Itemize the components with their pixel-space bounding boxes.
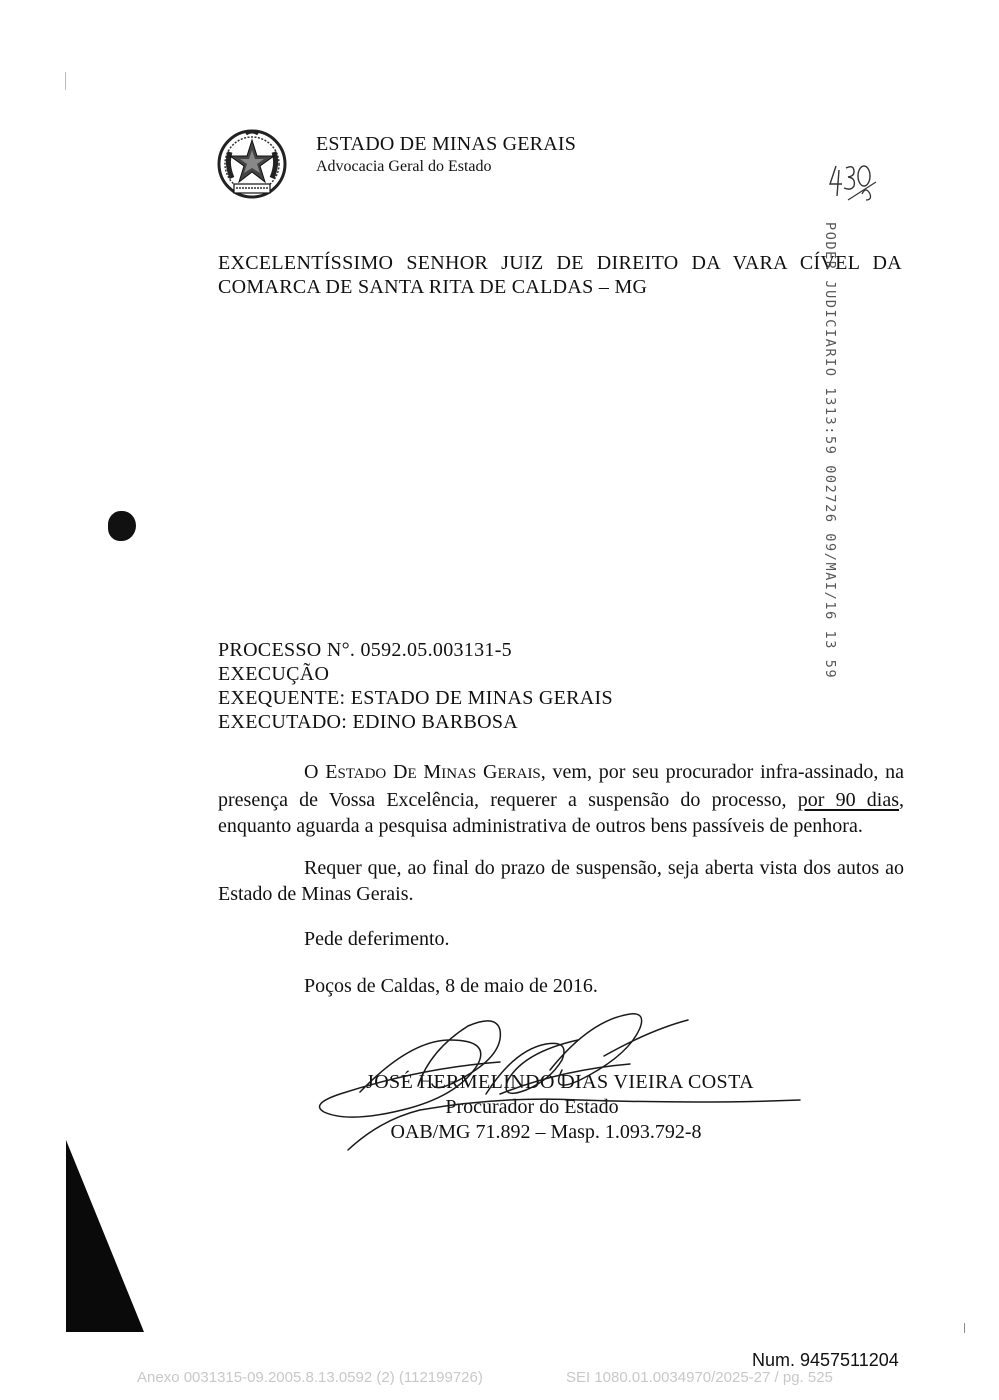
handwritten-signature <box>300 1000 820 1160</box>
request-text-end: , enquanto aguarda a pesquisa administrativa de outros bens passíveis de penhora. <box>218 789 904 837</box>
party-word-rest: ERAIS <box>497 766 541 782</box>
signer-ids: OAB/MG 71.892 – Masp. 1.093.792-8 <box>390 1121 702 1143</box>
party-initial: M <box>423 761 442 783</box>
addressee-line-2: COMARCA DE SANTA RITA DE CALDAS – MG <box>218 276 648 298</box>
receipt-stamp: PODER JUDICIARIO 1313:59 002726 09/MAI/16 13 59 <box>822 222 838 680</box>
handwritten-page-number <box>826 160 878 204</box>
suspension-period: por 90 dias <box>797 789 899 811</box>
party-initial: D <box>393 761 408 783</box>
request-paragraph <box>218 759 904 839</box>
second-request-paragraph: Requer que, ao final do prazo de suspensão, seja aberta vista dos autos ao Estado de Minas Gerais. <box>218 857 904 905</box>
party-initial: G <box>482 761 498 783</box>
party-word: O <box>304 761 319 783</box>
punch-hole-mark <box>108 511 136 541</box>
scan-edge-shadow <box>66 1140 144 1332</box>
signer-role: Procurador do Estado <box>445 1096 619 1118</box>
case-plaintiff: EXEQUENTE: ESTADO DE MINAS GERAIS <box>218 687 613 709</box>
request-text: , vem, por seu procurador infra-assinado, na presença de Vossa Excelência, requerer a suspensão do processo, <box>218 761 905 811</box>
party-initial: E <box>325 761 338 783</box>
case-number: PROCESSO N°. 0592.05.003131-5 <box>218 639 512 661</box>
place-date: Poços de Caldas, 8 de maio de 2016. <box>304 975 598 997</box>
scan-mark <box>964 1323 965 1333</box>
signer-name: JOSÉ HERMELINDO DIAS VIEIRA COSTA <box>366 1071 754 1093</box>
state-name: ESTADO DE MINAS GERAIS <box>316 133 577 155</box>
case-type: EXECUÇÃO <box>218 663 330 685</box>
agency-name: Advocacia Geral do Estado <box>316 158 492 175</box>
party-word-rest: E <box>407 766 417 782</box>
addressee-line-1: EXCELENTÍSSIMO SENHOR JUIZ DE DIREITO DA VARA CÍVEL DA <box>218 252 902 274</box>
coat-of-arms-icon <box>216 128 288 200</box>
document-number: Num. 9457511204 <box>752 1350 899 1370</box>
party-word-rest: INAS <box>441 766 477 782</box>
party-word-rest: STADO <box>337 766 387 782</box>
scan-mark <box>65 72 66 90</box>
closing-line: Pede deferimento. <box>304 928 450 950</box>
case-defendant: EXECUTADO: EDINO BARBOSA <box>218 711 519 733</box>
footer-annex-reference: Anexo 0031315-09.2005.8.13.0592 (2) (112199726) <box>137 1369 483 1386</box>
footer-sei-reference: SEI 1080.01.0034970/2025-27 / pg. 525 <box>566 1369 833 1386</box>
